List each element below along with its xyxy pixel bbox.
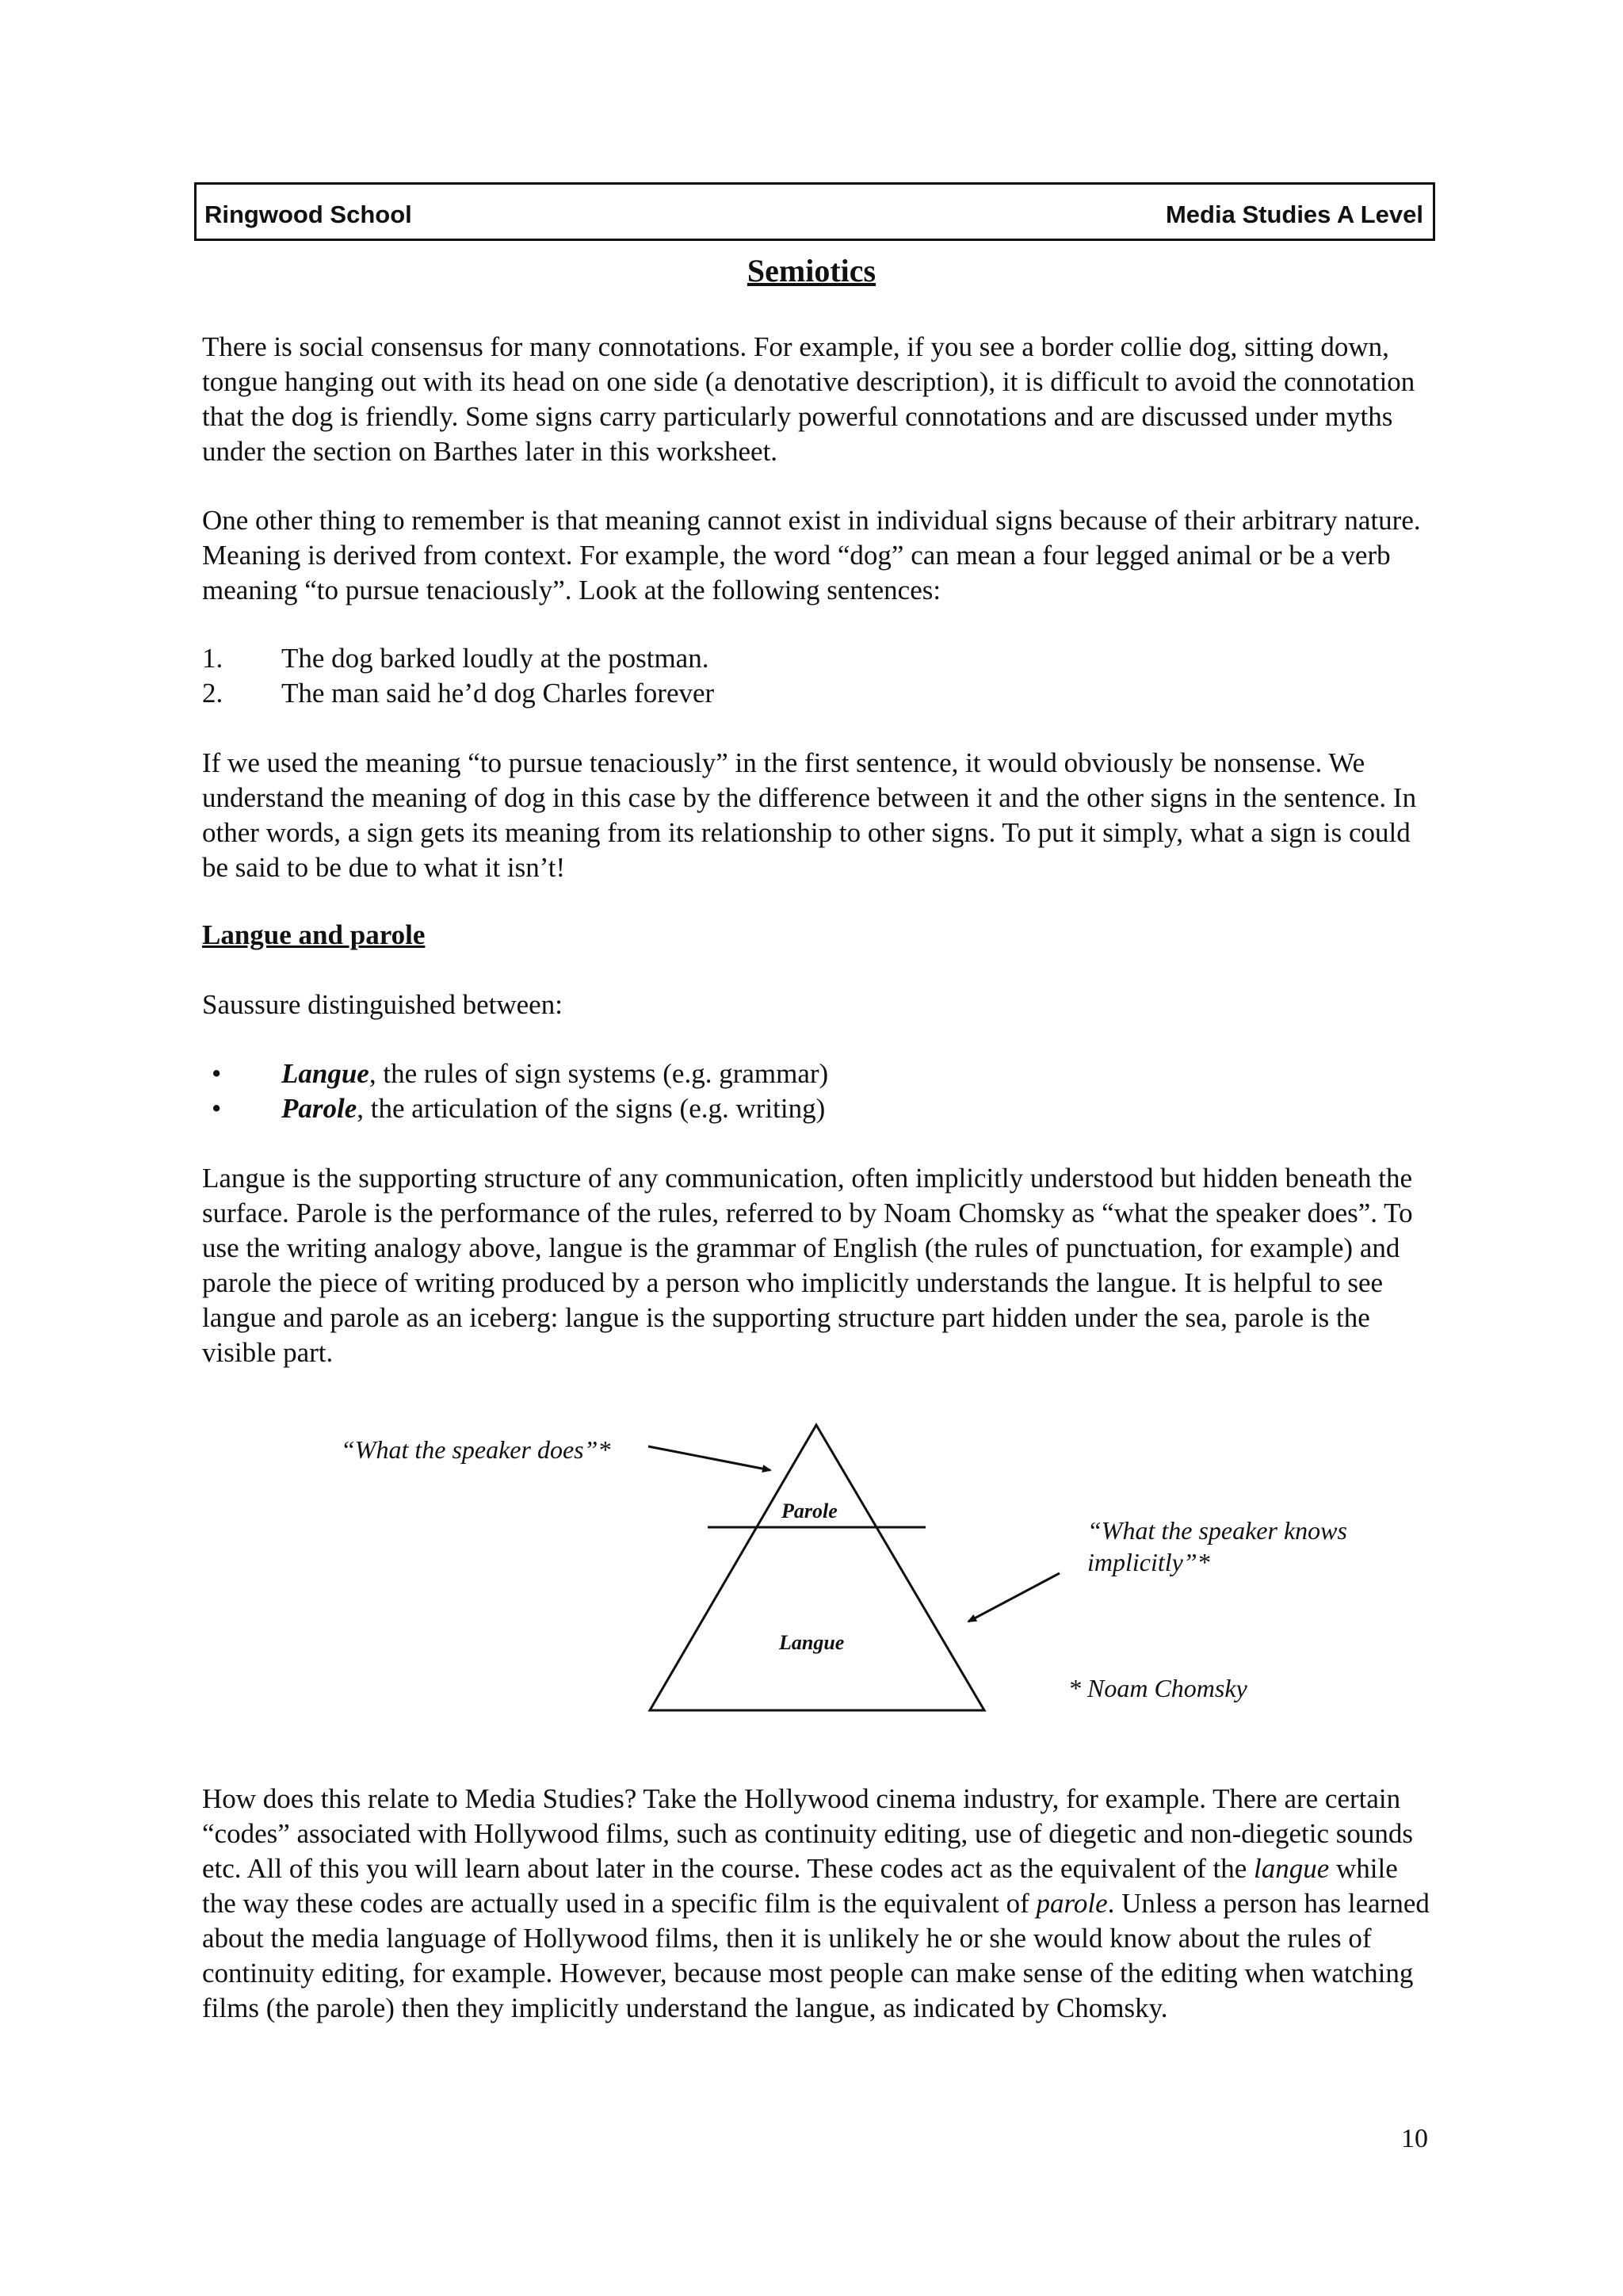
langue-term: langue [1254,1853,1330,1884]
bullet-term: Langue [281,1058,369,1089]
list-number: 2. [202,678,223,709]
iceberg-triangle [650,1425,984,1710]
course-name: Media Studies A Level [1165,201,1423,228]
paragraph-text: Saussure distinguished between: [202,989,563,1020]
arrow-speaker-does [648,1446,770,1470]
section-heading: Langue and parole [202,919,426,950]
bullet-icon: • [212,1093,222,1124]
list-text: The dog barked loudly at the postman. [281,643,709,674]
paragraph-text: If we used the meaning “to pursue tenaciously” in the first sentence, it would obviously be nonsense. We understand the meaning of dog in this case by the difference between it and the other signs in the sentence. In other words, a sign gets its meaning from its relationship to other signs. To put it simply, what a sign is could be said to be due to what it isn’t! [202,747,1417,883]
paragraph-text: There is social consensus for many connotations. For example, if you see a border collie dog, sitting down, tongue hanging out with its head on one side (a denotative description), it is difficult to avoid the connotation that the dog is friendly. Some signs carry particularly powerful connotations and are discussed under myths under the section on Barthes later in this worksheet. [202,331,1415,467]
chomsky-note: * Noam Chomsky [1068,1674,1247,1702]
paragraph-text: One other thing to remember is that meaning cannot exist in individual signs because of their arbitrary nature. Meaning is derived from context. For example, the word “dog” can mean a four legged animal or be a verb meaning “to pursue tenaciously”. Look at the following sentences: [202,505,1421,606]
speaker-knows-label: “What the speaker knows [1087,1516,1347,1545]
bullet-icon: • [212,1058,222,1089]
speaker-knows-label-line2: implicitly”* [1087,1548,1210,1576]
paragraph-text: How does this relate to Media Studies? Take the Hollywood cinema industry, for example. There are certain “codes” associated with Hollywood films, such as continuity editing, use of diegetic and non-diegetic sounds etc. All of this you will learn about later in the course. These codes act as the equivalent of the langue while the way these codes are actually used in a specific film is the equivalent of parole. Unless a person has learned about the media language of Hollywood films, then it is unlikely he or she would know about the rules of continuity editing, for example. However, because most people can make sense of the editing when watching films (the parole) then they implicitly understand the langue, as indicated by Chomsky. [202,1783,1430,2023]
parole-label: Parole [781,1499,838,1522]
page-number: 10 [1401,2124,1428,2153]
list-number: 1. [202,643,223,674]
parole-term: parole [1036,1888,1108,1919]
paragraph-media-studies [202,1782,1438,2026]
school-name: Ringwood School [204,201,412,228]
list-text: The man said he’d dog Charles forever [281,678,715,709]
page-title: Semiotics [747,253,876,288]
arrow-speaker-knows [968,1573,1060,1622]
bullet-text: , the articulation of the signs (e.g. writing) [357,1093,826,1124]
bullet-text: , the rules of sign systems (e.g. grammar) [369,1058,829,1089]
langue-label: Langue [779,1631,845,1654]
speaker-does-label: “What the speaker does”* [341,1435,611,1464]
paragraph-text: Langue is the supporting structure of any communication, often implicitly understood but hidden beneath the surface. Parole is the performance of the rules, referred to by Noam Chomsky as “what the speaker does”. To use the writing analogy above, langue is the grammar of English (the rules of punctuation, for example) and parole the piece of writing produced by a person who implicitly understands the langue. It is helpful to see langue and parole as an iceberg: langue is the supporting structure part hidden under the sea, parole is the visible part. [202,1163,1413,1368]
bullet-term: Parole [281,1093,357,1124]
